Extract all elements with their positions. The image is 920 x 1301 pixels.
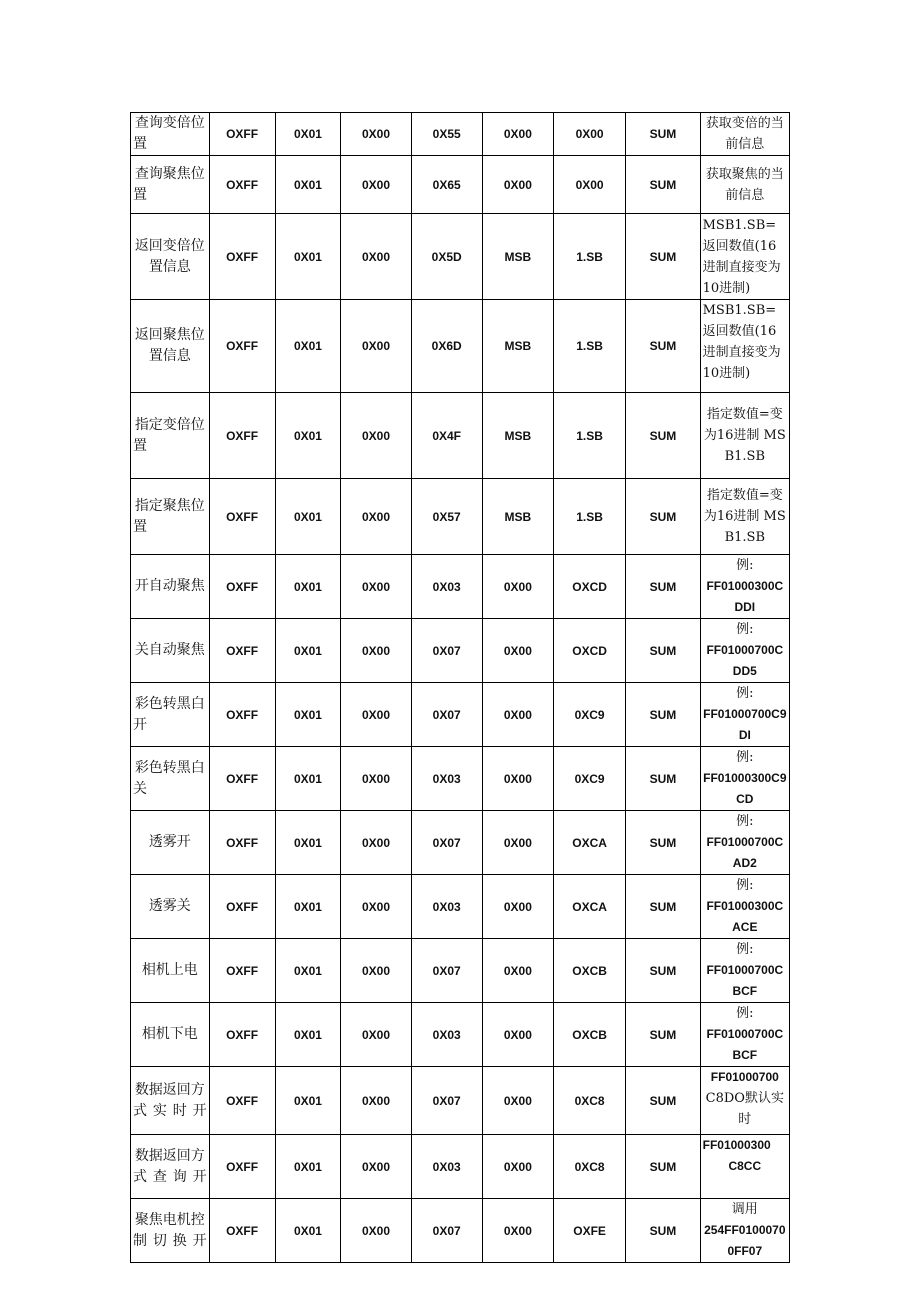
checksum: SUM (626, 479, 700, 555)
table-row (131, 214, 790, 300)
table-row (131, 875, 790, 939)
description-label: 例: (736, 686, 754, 701)
description-label: 调用 (731, 1202, 758, 1217)
byte-6: 1.SB (553, 393, 625, 479)
table-row (131, 1199, 790, 1263)
table-row (131, 1003, 790, 1067)
byte-1: OXFF (209, 1135, 275, 1199)
description (700, 555, 789, 619)
byte-1: OXFF (209, 1067, 275, 1135)
byte-2: 0X01 (275, 619, 341, 683)
description: MSB1.SB=返回数值(16进制直接变为10进制) (700, 300, 789, 393)
byte-4: 0X07 (411, 1199, 482, 1263)
byte-3: 0X00 (341, 939, 411, 1003)
byte-1: OXFF (209, 811, 275, 875)
description (700, 1003, 789, 1067)
byte-5: 0X00 (482, 555, 553, 619)
byte-2: 0X01 (275, 747, 341, 811)
table-row (131, 939, 790, 1003)
checksum: SUM (626, 1067, 700, 1135)
command-name: 返回聚焦位置信息 (131, 300, 210, 393)
byte-2: 0X01 (275, 939, 341, 1003)
byte-4: 0X03 (411, 1135, 482, 1199)
byte-5: 0X00 (482, 939, 553, 1003)
byte-4: 0X57 (411, 479, 482, 555)
byte-6: 1.SB (553, 214, 625, 300)
checksum: SUM (626, 393, 700, 479)
description-value: FF01000300C9CD (703, 771, 787, 806)
command-name: 返回变倍位置信息 (131, 214, 210, 300)
byte-3: 0X00 (341, 300, 411, 393)
byte-3: 0X00 (341, 479, 411, 555)
table-row (131, 300, 790, 393)
checksum: SUM (626, 1199, 700, 1263)
description-label: 例: (736, 814, 754, 829)
table-row (131, 555, 790, 619)
byte-3: 0X00 (341, 1003, 411, 1067)
checksum: SUM (626, 214, 700, 300)
byte-4: 0X03 (411, 555, 482, 619)
byte-2: 0X01 (275, 393, 341, 479)
byte-4: 0X6D (411, 300, 482, 393)
description (700, 875, 789, 939)
description-value: FF01000700CDD5 (706, 643, 784, 678)
byte-6: 0XC8 (553, 1135, 625, 1199)
command-name: 彩色转黑白开 (131, 683, 210, 747)
byte-6: 0XC8 (553, 1067, 625, 1135)
byte-3: 0X00 (341, 1199, 411, 1263)
byte-1: OXFF (209, 300, 275, 393)
byte-1: OXFF (209, 939, 275, 1003)
table-row (131, 156, 790, 214)
table-row (131, 393, 790, 479)
command-name: 聚焦电机控制切换开 (131, 1199, 210, 1263)
description (700, 747, 789, 811)
checksum: SUM (626, 1135, 700, 1199)
byte-5: 0X00 (482, 619, 553, 683)
byte-4: 0X07 (411, 811, 482, 875)
byte-6: 0X00 (553, 113, 625, 156)
byte-6: 0XC9 (553, 747, 625, 811)
byte-6: OXCD (553, 555, 625, 619)
table-row (131, 683, 790, 747)
byte-2: 0X01 (275, 555, 341, 619)
byte-6: OXCB (553, 939, 625, 1003)
byte-4: 0X65 (411, 156, 482, 214)
description-label: 例: (736, 558, 754, 573)
checksum: SUM (626, 156, 700, 214)
checksum: SUM (626, 1003, 700, 1067)
byte-3: 0X00 (341, 555, 411, 619)
description-value: FF01000300CDDI (706, 579, 784, 614)
table-row (131, 1135, 790, 1199)
byte-5: 0X00 (482, 875, 553, 939)
byte-2: 0X01 (275, 1135, 341, 1199)
command-name: 查询聚焦位置 (131, 156, 210, 214)
table-row (131, 1067, 790, 1135)
command-name: 开自动聚焦 (131, 555, 210, 619)
byte-4: 0X5D (411, 214, 482, 300)
byte-5: MSB (482, 393, 553, 479)
byte-3: 0X00 (341, 113, 411, 156)
description-value: FF01000300CACE (706, 899, 784, 934)
byte-1: OXFF (209, 214, 275, 300)
description-label: 例: (736, 942, 754, 957)
description-value: FF01000700C9DI (703, 707, 787, 742)
description: MSB1.SB=返回数值(16进制直接变为10进制) (700, 214, 789, 300)
byte-1: OXFF (209, 393, 275, 479)
byte-6: 0XC9 (553, 683, 625, 747)
byte-3: 0X00 (341, 1067, 411, 1135)
byte-4: 0X55 (411, 113, 482, 156)
byte-4: 0X07 (411, 619, 482, 683)
command-name: 数据返回方式查询开 (131, 1135, 210, 1199)
byte-2: 0X01 (275, 875, 341, 939)
byte-1: OXFF (209, 747, 275, 811)
byte-1: OXFF (209, 113, 275, 156)
byte-4: 0X07 (411, 1067, 482, 1135)
command-name: 数据返回方式实时开 (131, 1067, 210, 1135)
byte-3: 0X00 (341, 1135, 411, 1199)
description-line-1: FF01000700 (710, 1070, 779, 1084)
byte-1: OXFF (209, 1199, 275, 1263)
description-label: 例: (736, 622, 754, 637)
command-name: 透雾关 (131, 875, 210, 939)
byte-3: 0X00 (341, 683, 411, 747)
byte-1: OXFF (209, 683, 275, 747)
checksum: SUM (626, 619, 700, 683)
table-row (131, 113, 790, 156)
command-name: 相机上电 (131, 939, 210, 1003)
byte-2: 0X01 (275, 1067, 341, 1135)
byte-2: 0X01 (275, 1003, 341, 1067)
byte-4: 0X03 (411, 1003, 482, 1067)
description (700, 1135, 789, 1199)
description-label: 例: (736, 878, 754, 893)
byte-2: 0X01 (275, 156, 341, 214)
byte-3: 0X00 (341, 214, 411, 300)
command-name: 指定聚焦位置 (131, 479, 210, 555)
byte-2: 0X01 (275, 214, 341, 300)
byte-6: 0X00 (553, 156, 625, 214)
byte-2: 0X01 (275, 300, 341, 393)
table-row (131, 479, 790, 555)
description: 指定数值=变为16进制 MSB1.SB (700, 479, 789, 555)
checksum: SUM (626, 811, 700, 875)
checksum: SUM (626, 875, 700, 939)
description (700, 683, 789, 747)
command-table (130, 112, 790, 1263)
byte-4: 0X4F (411, 393, 482, 479)
byte-1: OXFF (209, 555, 275, 619)
checksum: SUM (626, 555, 700, 619)
checksum: SUM (626, 747, 700, 811)
byte-5: 0X00 (482, 811, 553, 875)
command-name: 指定变倍位置 (131, 393, 210, 479)
byte-4: 0X03 (411, 875, 482, 939)
checksum: SUM (626, 300, 700, 393)
byte-2: 0X01 (275, 113, 341, 156)
byte-6: OXCB (553, 1003, 625, 1067)
byte-1: OXFF (209, 156, 275, 214)
byte-6: OXCD (553, 619, 625, 683)
description (700, 939, 789, 1003)
description-line-2: C8DO默认实时 (705, 1091, 784, 1127)
description: 指定数值=变为16进制 MSB1.SB (700, 393, 789, 479)
command-name: 查询变倍位置 (131, 113, 210, 156)
byte-5: MSB (482, 300, 553, 393)
command-name: 关自动聚焦 (131, 619, 210, 683)
byte-3: 0X00 (341, 393, 411, 479)
byte-4: 0X07 (411, 939, 482, 1003)
byte-6: 1.SB (553, 300, 625, 393)
byte-5: 0X00 (482, 747, 553, 811)
byte-3: 0X00 (341, 811, 411, 875)
byte-6: OXFE (553, 1199, 625, 1263)
description (700, 1067, 789, 1135)
byte-1: OXFF (209, 875, 275, 939)
description (700, 619, 789, 683)
description-value: FF01000700CBCF (706, 963, 784, 998)
byte-3: 0X00 (341, 747, 411, 811)
byte-1: OXFF (209, 479, 275, 555)
description (700, 1199, 789, 1263)
description-line-1: FF01000300 (702, 1138, 771, 1152)
byte-2: 0X01 (275, 683, 341, 747)
byte-3: 0X00 (341, 619, 411, 683)
byte-6: OXCA (553, 811, 625, 875)
command-name: 相机下电 (131, 1003, 210, 1067)
byte-2: 0X01 (275, 811, 341, 875)
byte-3: 0X00 (341, 875, 411, 939)
description: 获取变倍的当前信息 (700, 113, 789, 156)
command-name: 彩色转黑白关 (131, 747, 210, 811)
byte-5: 0X00 (482, 1135, 553, 1199)
checksum: SUM (626, 683, 700, 747)
byte-4: 0X07 (411, 683, 482, 747)
description-value: 254FF01000700FF07 (704, 1223, 786, 1258)
description-value: FF01000700CBCF (706, 1027, 784, 1062)
byte-5: MSB (482, 479, 553, 555)
description-line-2: C8CC (728, 1159, 762, 1173)
byte-5: 0X00 (482, 1003, 553, 1067)
byte-1: OXFF (209, 1003, 275, 1067)
byte-5: 0X00 (482, 1067, 553, 1135)
description-value: FF01000700CAD2 (706, 835, 784, 870)
description-label: 例: (736, 750, 754, 765)
byte-6: 1.SB (553, 479, 625, 555)
description (700, 811, 789, 875)
byte-1: OXFF (209, 619, 275, 683)
checksum: SUM (626, 939, 700, 1003)
byte-2: 0X01 (275, 1199, 341, 1263)
byte-5: 0X00 (482, 1199, 553, 1263)
byte-5: MSB (482, 214, 553, 300)
table-row (131, 811, 790, 875)
byte-5: 0X00 (482, 156, 553, 214)
byte-2: 0X01 (275, 479, 341, 555)
checksum: SUM (626, 113, 700, 156)
command-name: 透雾开 (131, 811, 210, 875)
description: 获取聚焦的当前信息 (700, 156, 789, 214)
table-row (131, 747, 790, 811)
byte-4: 0X03 (411, 747, 482, 811)
byte-3: 0X00 (341, 156, 411, 214)
table-row (131, 619, 790, 683)
description-label: 例: (736, 1006, 754, 1021)
byte-5: 0X00 (482, 113, 553, 156)
byte-5: 0X00 (482, 683, 553, 747)
byte-6: OXCA (553, 875, 625, 939)
